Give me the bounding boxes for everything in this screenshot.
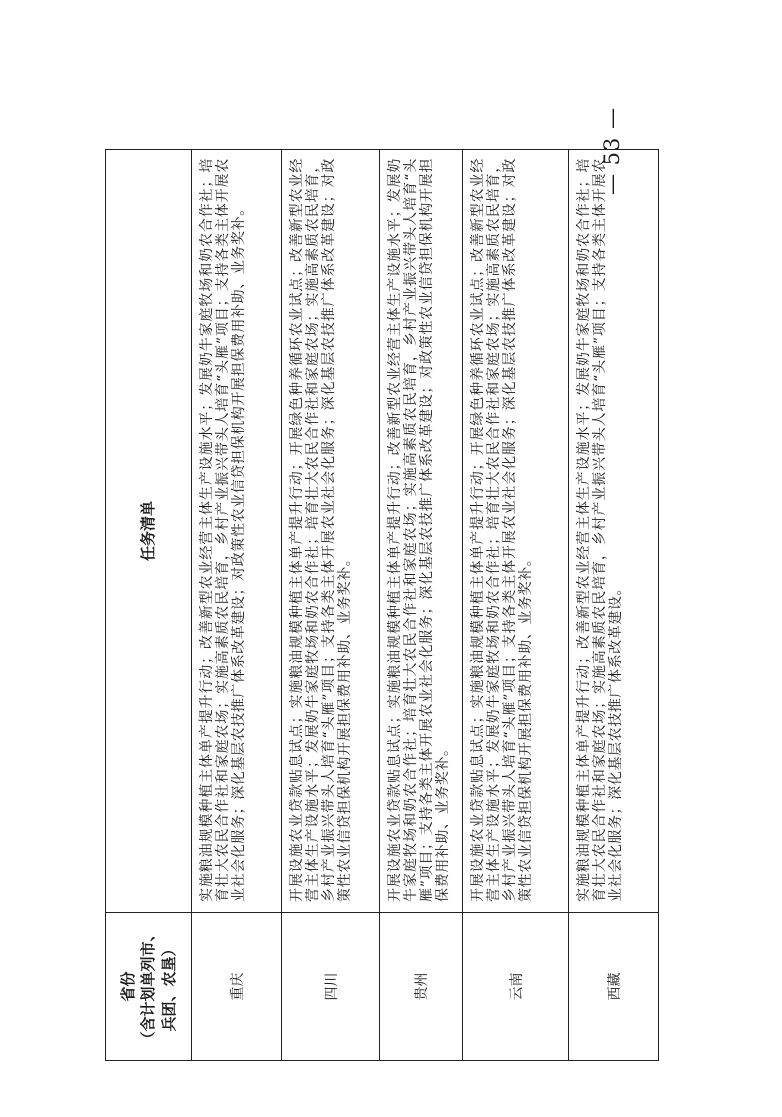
province-cell: 四川 (282, 913, 380, 1061)
province-column-header (106, 913, 192, 1061)
table-row (192, 150, 282, 1061)
table-row (380, 150, 463, 1061)
province-header-line1: 省份 (119, 971, 138, 1002)
tasks-cell: 开展设施农业贷款贴息试点；实施粮油规模种植主体单产提升行动；改善新型农业经营主体生产设施水平；发展奶牛家庭牧场和奶农合作社；培育壮大农民合作社和家庭农场；实施高素质农民培育，乡村产业振兴带头人培育“头雁”项目；支持各类主体开展农业社会化服务；深化基层农技推广体系改革建设；对政策性农业信贷担保机构开展担保费用补助、业务奖补。 (380, 150, 463, 913)
table-row (282, 150, 380, 1061)
table-header-row (106, 150, 192, 1061)
tasks-cell: 开展设施农业贷款贴息试点；实施粮油规模种植主体单产提升行动；开展绿色种养循环农业试点；改善新型农业经营主体生产设施水平；发展奶牛家庭牧场和奶农合作社；培育壮大农民合作社和家庭农场；实施高素质农民培育，乡村产业振兴带头人培育“头雁”项目；支持各类主体开展农业社会化服务；深化基层农技推广体系改革建设；对政策性农业信贷担保机构开展担保费用补助、业务奖补。 (282, 150, 380, 913)
tasks-cell: 实施粮油规模种植主体单产提升行动；改善新型农业经营主体生产设施水平；发展奶牛家庭牧场和奶农合作社；培育壮大农民合作社和家庭农场；实施高素质农民培育，乡村产业振兴带头人培育“头雁”项目；支持各类主体开展农业社会化服务；深化基层农技推广体系改革建设；对政策性农业信贷担保机构开展担保费用补助、业务奖补。 (192, 150, 282, 913)
table-row (463, 150, 569, 1061)
province-cell: 贵州 (380, 913, 463, 1061)
tasks-cell: 实施粮油规模种植主体单产提升行动；改善新型农业经营主体生产设施水平；发展奶牛家庭牧场和奶农合作社；培育壮大农民合作社和家庭农场；实施高素质农民培育，乡村产业振兴带头人培育“头雁”项目；支持各类主体开展农业社会化服务；深化基层农技推广体系改革建设。 (569, 150, 659, 913)
province-cell: 西藏 (569, 913, 659, 1061)
tasks-column-header: 任务清单 (106, 150, 192, 913)
province-cell: 云南 (463, 913, 569, 1061)
page-number: — 53 — (600, 106, 624, 195)
province-header-line2: （含计划单列市、 (139, 926, 158, 1047)
province-header-line3: 兵团、农垦） (159, 941, 178, 1032)
tasks-cell: 开展设施农业贷款贴息试点；实施粮油规模种植主体单产提升行动；开展绿色种养循环农业试点；改善新型农业经营主体生产设施水平；发展奶牛家庭牧场和奶农合作社；培育壮大农民合作社和家庭农场；实施高素质农民培育，乡村产业振兴带头人培育“头雁”项目；支持各类主体开展农业社会化服务；深化基层农技推广体系改革建设；对政策性农业信贷担保机构开展担保费用补助、业务奖补。 (463, 150, 569, 913)
province-cell: 重庆 (192, 913, 282, 1061)
table-row (569, 150, 659, 1061)
task-list-table (105, 149, 659, 1061)
